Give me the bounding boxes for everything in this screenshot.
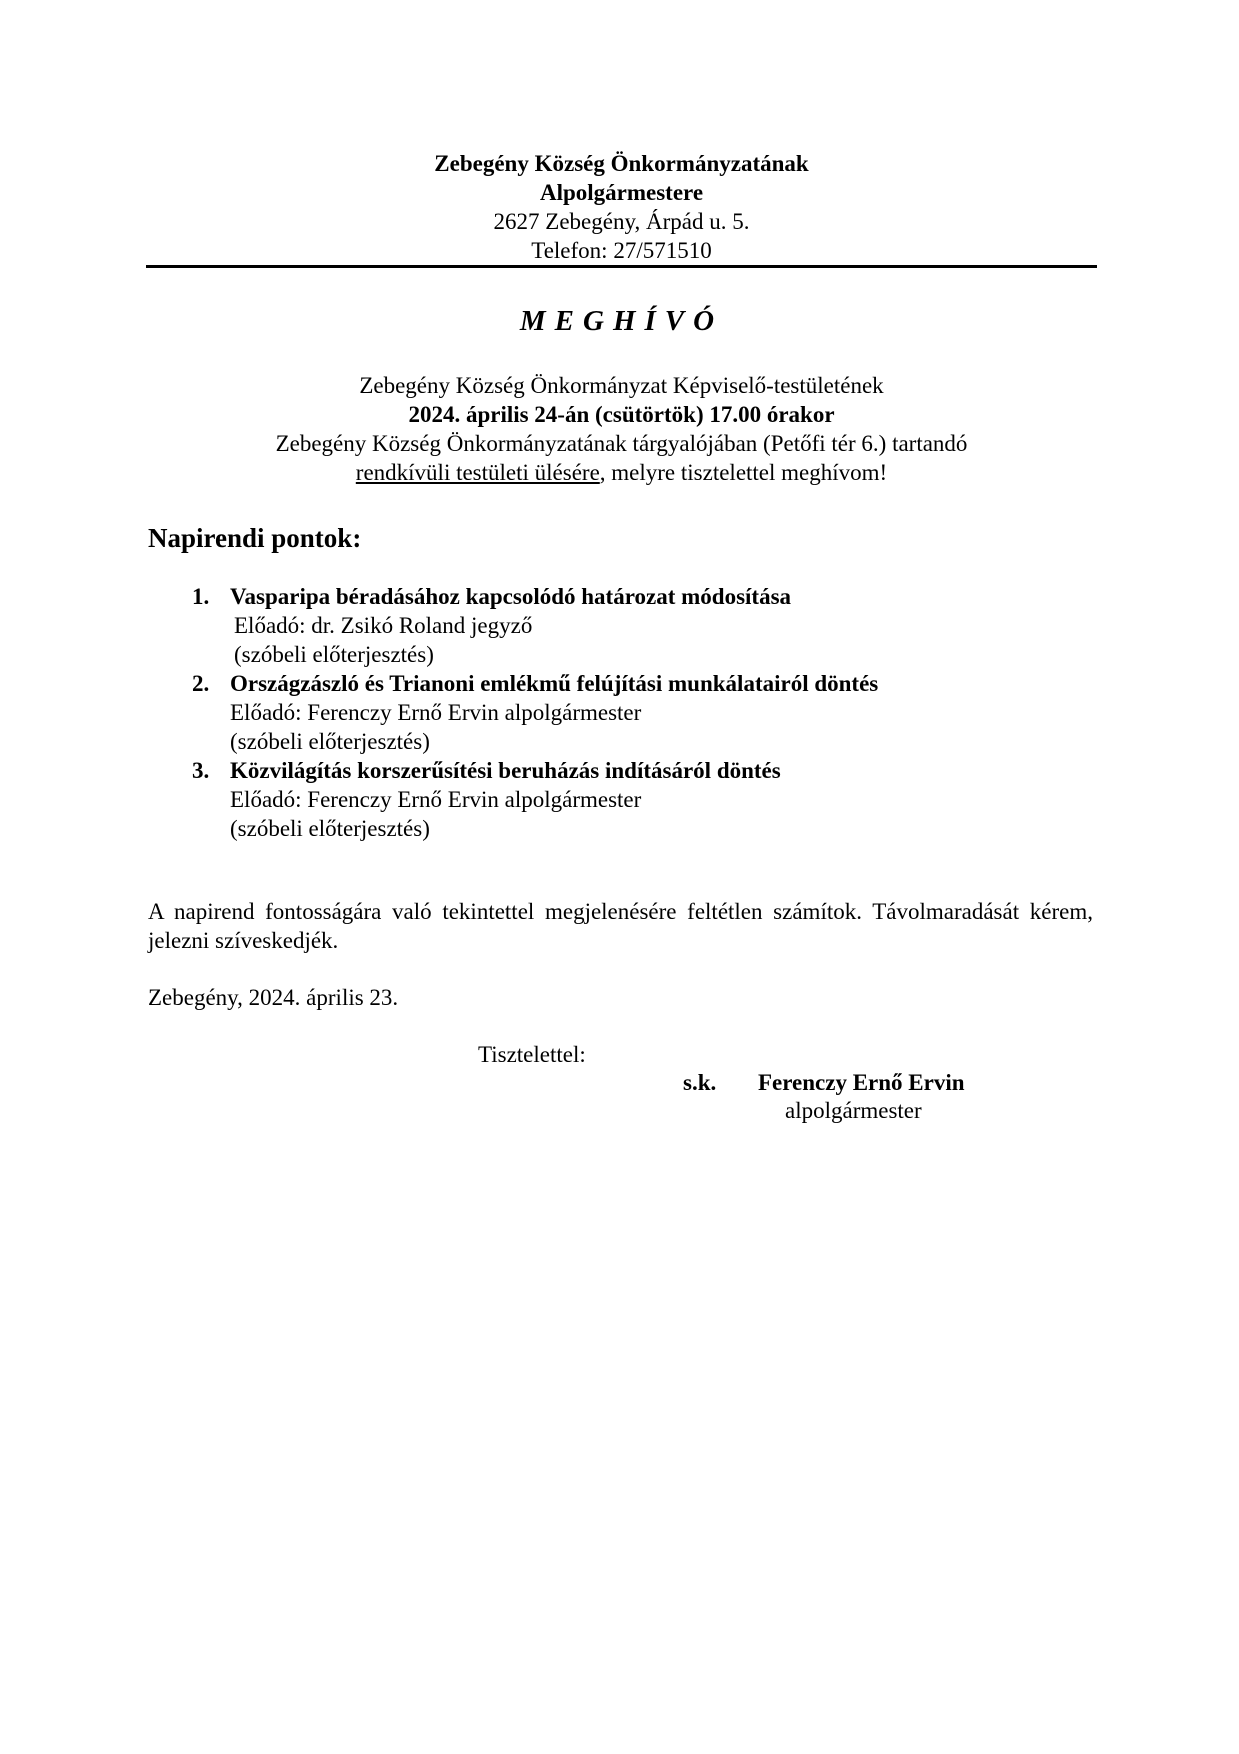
- org-address: 2627 Zebegény, Árpád u. 5.: [493, 209, 750, 234]
- invitation-line-3: Zebegény Község Önkormányzatának tárgyalójában (Petőfi tér 6.) tartandó: [275, 431, 968, 456]
- letterhead-divider: [146, 265, 1097, 268]
- agenda-item-note: (szóbeli előterjesztés): [230, 816, 430, 841]
- invitation-line-4-rest: , melyre tisztelettel meghívom!: [599, 460, 888, 485]
- office-title: Alpolgármestere: [539, 180, 704, 205]
- signer-role: alpolgármester: [785, 1098, 922, 1123]
- agenda-heading: Napirendi pontok:: [148, 523, 362, 553]
- agenda-item-title: Országzászló és Trianoni emlékmű felújítási munkálatairól döntés: [230, 671, 879, 696]
- agenda-list: [192, 582, 1092, 843]
- invitation-text: [146, 371, 1097, 487]
- closing-paragraph: A napirend fontosságára való tekintettel megjelenésére feltétlen számítok. Távolmaradását kérem, jelezni szíveskedjék.: [148, 899, 1093, 953]
- agenda-item-number: 3.: [192, 758, 210, 783]
- agenda-item-note: (szóbeli előterjesztés): [234, 642, 434, 667]
- agenda-item-title: Közvilágítás korszerűsítési beruházás indításáról döntés: [230, 758, 781, 783]
- regards: Tisztelettel:: [478, 1042, 586, 1067]
- invitation-line-4: [146, 458, 1097, 487]
- meeting-datetime: 2024. április 24-án (csütörtök) 17.00 órakor: [408, 402, 835, 427]
- agenda-item-presenter: Előadó: Ferenczy Ernő Ervin alpolgármester: [230, 700, 642, 725]
- agenda-item-presenter: Előadó: dr. Zsikó Roland jegyző: [234, 613, 533, 638]
- agenda-item: [192, 582, 1092, 669]
- date-line: Zebegény, 2024. április 23.: [148, 985, 399, 1010]
- agenda-item-number: 2.: [192, 671, 210, 696]
- agenda-item-title: Vasparipa béradásához kapcsolódó határozat módosítása: [230, 584, 792, 609]
- signature-sk: s.k.: [683, 1070, 717, 1095]
- letterhead: [146, 149, 1097, 265]
- org-phone: Telefon: 27/571510: [531, 238, 712, 263]
- agenda-item: [192, 669, 1092, 756]
- agenda-item-number: 1.: [192, 584, 210, 609]
- agenda-item-presenter: Előadó: Ferenczy Ernő Ervin alpolgármester: [230, 787, 642, 812]
- org-name: Zebegény Község Önkormányzatának: [434, 151, 809, 176]
- document-title: MEGHÍVÓ: [519, 305, 724, 337]
- session-type: rendkívüli testületi ülésére: [355, 460, 600, 485]
- agenda-item: [192, 756, 1092, 843]
- invitation-line-1: Zebegény Község Önkormányzat Képviselő-testületének: [359, 373, 884, 398]
- agenda-item-note: (szóbeli előterjesztés): [230, 729, 430, 754]
- signer-name: Ferenczy Ernő Ervin: [758, 1070, 965, 1095]
